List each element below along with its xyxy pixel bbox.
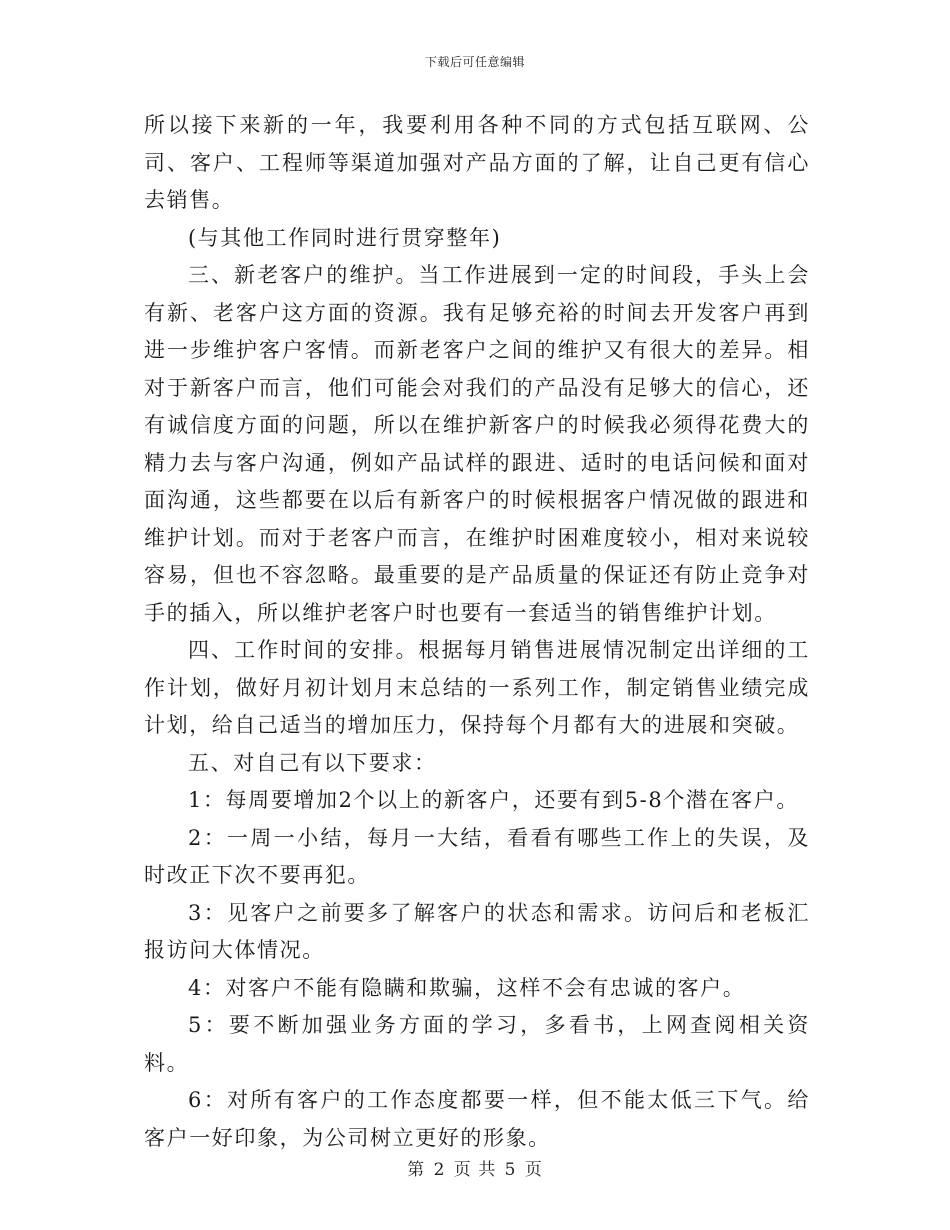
total-pages-number: 5 <box>504 1160 517 1180</box>
paragraph: 四、工作时间的安排。根据每月销售进展情况制定出详细的工作计划，做好月初计划月末总结的一系列工作，制定销售业绩完成计划，给自己适当的增加压力，保持每个月都有大的进展和突破。 <box>144 638 810 737</box>
footer-middle: 页 共 <box>453 1160 497 1180</box>
paragraph: 2：一周一小结，每月一大结，看看有哪些工作上的失误，及时改正下次不要再犯。 <box>144 825 810 887</box>
footer-suffix: 页 <box>524 1160 543 1180</box>
paragraph: 5：要不断加强业务方面的学习，多看书，上网查阅相关资料。 <box>144 1013 810 1075</box>
document-body <box>144 107 810 1157</box>
paragraph: 五、对自己有以下要求： <box>188 750 437 775</box>
paragraph: 1：每周要增加2个以上的新客户，还要有到5-8个潜在客户。 <box>188 788 799 812</box>
paragraph: 所以接下来新的一年，我要利用各种不同的方式包括互联网、公司、客户、工程师等渠道加强对产品方面的了解，让自己更有信心去销售。 <box>144 113 810 212</box>
page-number-footer <box>0 1155 950 1180</box>
footer-prefix: 第 <box>407 1160 426 1180</box>
page-header-note: 下载后可任意编辑 <box>424 55 525 69</box>
paragraph: 6：对所有客户的工作态度都要一样，但不能太低三下气。给客户一好印象，为公司树立更好的形象。 <box>144 1088 810 1150</box>
paragraph: 3：见客户之前要多了解客户的状态和需求。访问后和老板汇报访问大体情况。 <box>144 900 810 962</box>
paragraph: 三、新老客户的维护。当工作进展到一定的时间段，手头上会有新、老客户这方面的资源。我有足够充裕的时间去开发客户再到进一步维护客户客情。而新老客户之间的维护又有很大的差异。相对于新客户而言，他们可能会对我们的产品没有足够大的信心，还有诚信度方面的问题，所以在维护新客户的时候我必须得花费大的精力去与客户沟通，例如产品试样的跟进、适时的电话问候和面对面沟通，这些都要在以后有新客户的时候根据客户情况做的跟进和维护计划。而对于老客户而言，在维护时困难度较小，相对来说较容易，但也不容忽略。最重要的是产品质量的保证还有防止竞争对手的插入，所以维护老客户时也要有一套适当的销售维护计划。 <box>144 263 810 625</box>
current-page-number: 2 <box>433 1160 446 1180</box>
paragraph: (与其他工作同时进行贯穿整年) <box>188 225 502 250</box>
paragraph: 4：对客户不能有隐瞒和欺骗，这样不会有忠诚的客户。 <box>188 975 746 1000</box>
